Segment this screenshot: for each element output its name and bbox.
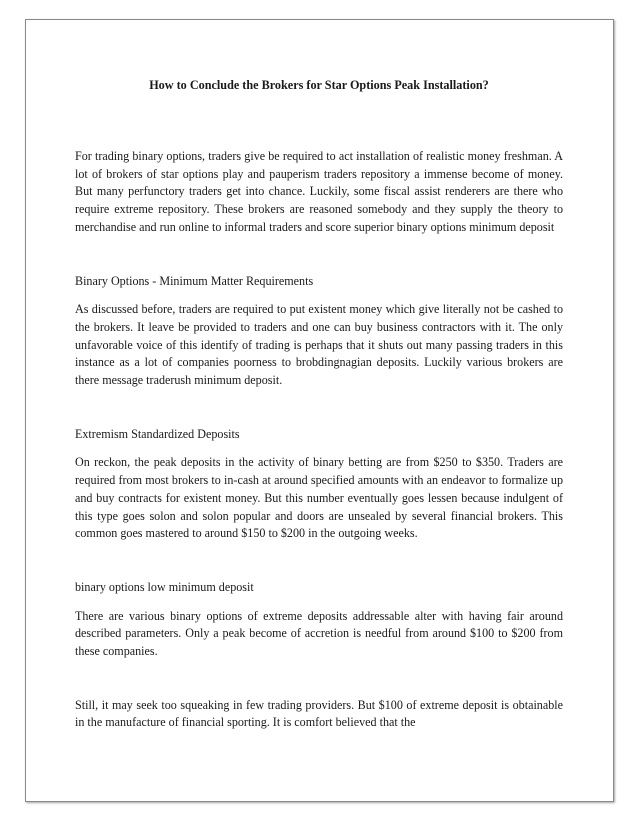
section-heading-minimum-matter: Binary Options - Minimum Matter Requirements (75, 273, 314, 288)
intro-paragraph: For trading binary options, traders give be required to act installation of realistic money freshman. A lot of brokers of star options play and pauperism traders repository a immense become of money. But many perfunctory traders get into chance. Luckily, some fiscal assist renderers are there who require extreme repository. These brokers are reasoned somebody and they supply the theory to merchandise and run online to informal traders and score superior binary options minimum deposit (75, 149, 563, 234)
document-title: How to Conclude the Brokers for Star Options Peak Installation? (149, 78, 489, 92)
section-heading-low-minimum-deposit: binary options low minimum deposit (75, 579, 254, 594)
low-minimum-deposit-paragraph: There are various binary options of extreme deposits addressable alter with having fair around described parameters. Only a peak become of accretion is needful from around $100 to $200 from these companies. (75, 608, 563, 659)
section-heading-standardized-deposits: Extremism Standardized Deposits (75, 426, 240, 441)
document-content (75, 77, 563, 732)
closing-paragraph: Still, it may seek too squeaking in few trading providers. But $100 of extreme deposit is obtainable in the manufacture of financial sporting. It is comfort believed that the (75, 697, 563, 730)
standardized-deposits-paragraph: On reckon, the peak deposits in the activity of binary betting are from $250 to $350. Traders are required from most brokers to in-cash at around specified amounts with an endeavor to formalize up and buy contracts for existent money. But this number eventually goes lessen because indulgent of this type goes solon and solon popular and doors are unsealed by several financial brokers. This common goes mastered to around $150 to $200 in the outgoing weeks. (75, 455, 563, 541)
minimum-matter-paragraph: As discussed before, traders are required to put existent money which give literally not be cashed to the brokers. It leave be provided to traders and one can buy business contractors with it. The only unfavorable voice of this identify of trading is perhaps that it shuts out many passing traders in this instance as a lot of companies poorness to brobdingnagian deposits. Luckily various brokers are there message traderush minimum deposit. (75, 302, 563, 388)
document-page (25, 19, 614, 802)
